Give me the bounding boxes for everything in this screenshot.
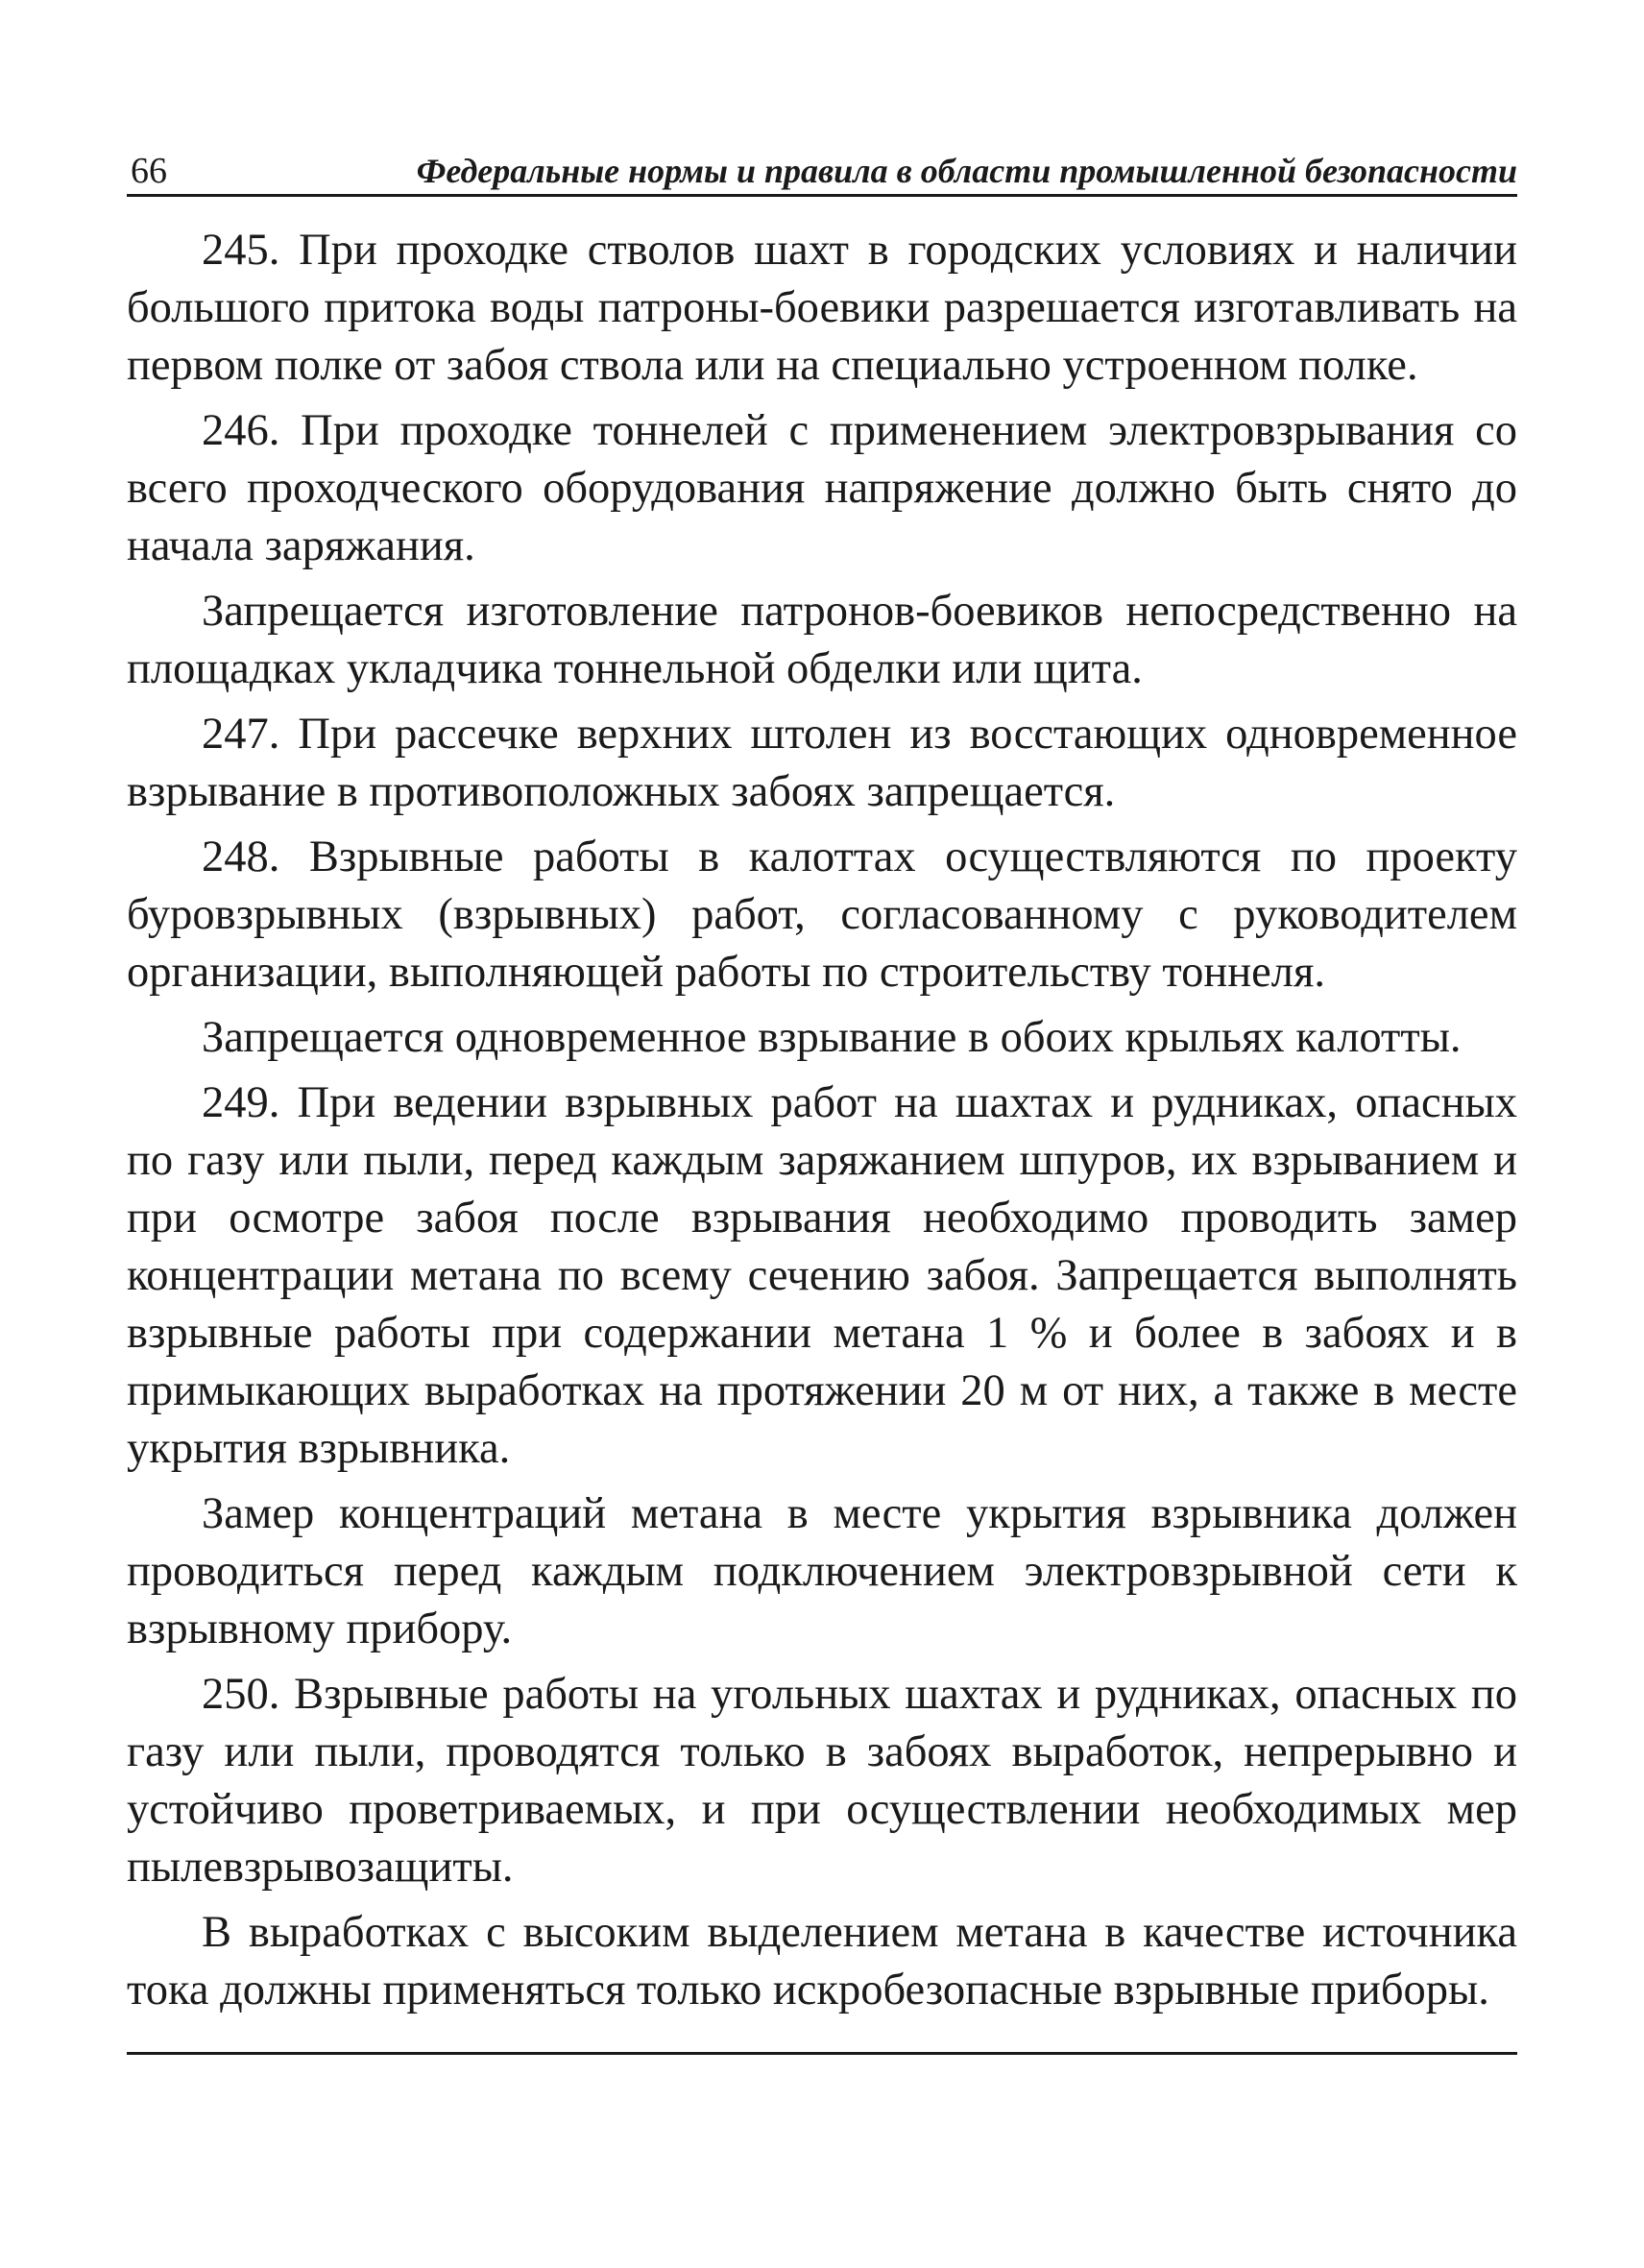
paragraph-245: 245. При проходке стволов шахт в городских условиях и наличии большого притока воды патроны-боевики разрешается изготавливать на первом полке от забоя ствола или на специально устроенном полке. (127, 226, 1517, 390)
body-text (127, 222, 1517, 2019)
paragraph-246: 246. При проходке тоннелей с применением электровзрывания со всего проходческого оборудования напряжение должно быть снято до начала заряжания. (127, 406, 1517, 570)
paragraph-248: 248. Взрывные работы в калоттах осуществляются по проекту буровзрывных (взрывных) работ, согласованному с руководителем организации, выполняющей работы по строительству тоннеля. (127, 832, 1517, 997)
paragraph-250-note: В выработках с высоким выделением метана в качестве источника тока должны применяться только искробезопасные взрывные приборы. (127, 1908, 1517, 2015)
paragraph-249: 249. При ведении взрывных работ на шахтах и рудниках, опасных по газу или пыли, перед каждым заряжанием шпуров, их взрыванием и при осмотре забоя после взрывания необходимо проводить замер концентрации метана по всему сечению забоя. Запрещается выполнять взрывные работы при содержании метана 1 % и более в забоях и в примыкающих выработках на протяжении 20 м от них, а также в месте укрытия взрывника. (127, 1078, 1517, 1473)
paragraph-249-note: Замер концентраций метана в месте укрытия взрывника должен проводиться перед каждым подключением электровзрывной сети к взрывному прибору. (127, 1489, 1517, 1653)
paragraph-247: 247. При рассечке верхних штолен из восстающих одновременное взрывание в противоположных забоях запрещается. (127, 710, 1517, 816)
paragraph-250: 250. Взрывные работы на угольных шахтах и рудниках, опасных по газу или пыли, проводятся только в забоях выработок, непрерывно и устойчиво проветриваемых, и при осуществлении необходимых мер пылевзрывозащиты. (127, 1670, 1517, 1892)
running-header (127, 144, 1517, 197)
book-title: Федеральные нормы и правила в области промышленной безопасности (416, 152, 1517, 190)
bottom-rule (127, 2052, 1517, 2055)
page-number: 66 (131, 151, 167, 191)
paragraph-248-note: Запрещается одновременное взрывание в обоих крыльях калотты. (202, 1013, 1462, 1062)
paragraph-246-note: Запрещается изготовление патронов-боевиков непосредственно на площадках укладчика тоннельной обделки или щита. (127, 587, 1517, 693)
document-page (127, 144, 1517, 2055)
